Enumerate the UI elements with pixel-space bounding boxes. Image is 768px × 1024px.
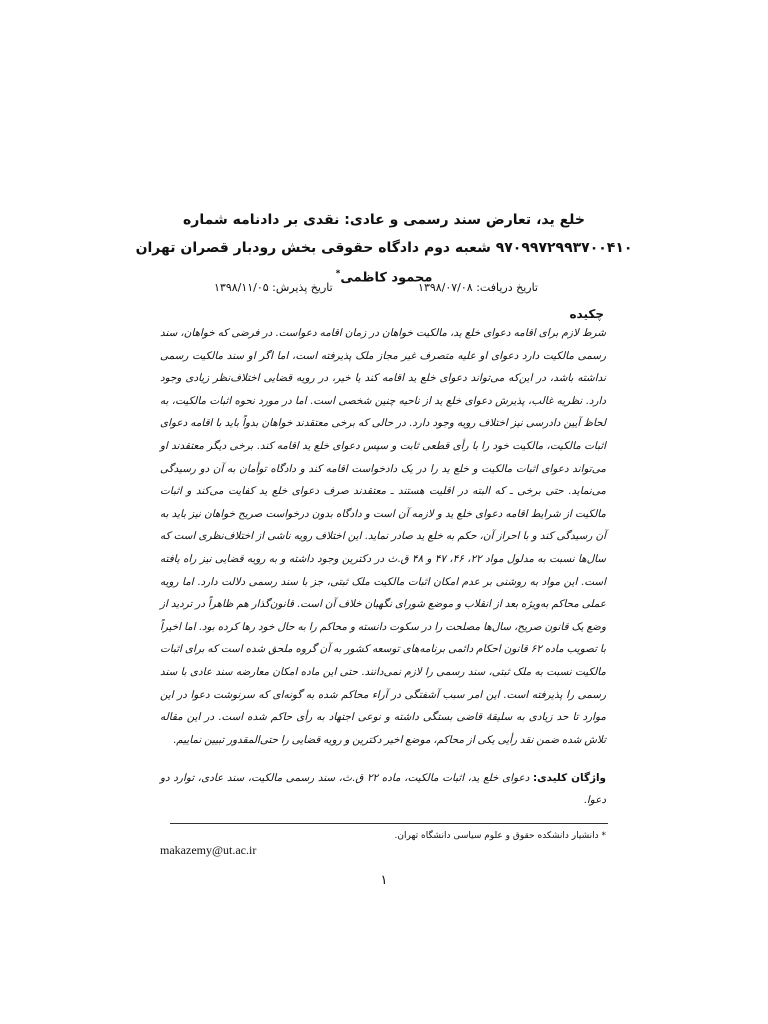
date-accepted: تاریخ پذیرش: ۱۳۹۸/۱۱/۰۵ bbox=[214, 281, 333, 294]
abstract-heading: چکیده bbox=[569, 307, 604, 321]
author-footnote-marker: * bbox=[335, 269, 341, 279]
author-footnote: * دانشیار دانشکده حقوق و علوم سیاسی دانشگاه تهران. bbox=[394, 831, 606, 841]
title-line-2: ۹۷۰۹۹۷۲۹۹۳۷۰۰۴۱۰ شعبه دوم دادگاه حقوقی بخش رودبار قصران تهران bbox=[135, 240, 633, 256]
article-dates bbox=[214, 280, 538, 296]
abstract-text: شرط لازم برای اقامه دعوای خلع ید، مالکیت خواهان در زمان اقامه دعواست. در فرضی که خواهان، سند رسمی مالکیت دارد دعوای او علیه متصرف غیر مجاز ملک پذیرفته است، اما اگر او سند مالکیت رسمی نداشته باشد، در این‌که می‌تواند دعوای خلع ید اقامه کند یا خیر، در رویه قضایی اختلاف‌نظر زیادی وجود دارد. نظریه غالب، پذیرش دعوای خلع ید از ناحیه چنین شخصی است. اما در مورد نحوه اثبات مالکیت، به لحاظ آیین دادرسی نیز اختلاف رویه وجود دارد. در حالی که برخی معتقدند خواهان بدواً باید با اقامه دعوای اثبات مالکیت، مالکیت خود را با رأی قطعی ثابت و سپس دعوای خلع ید اقامه کند. برخی دیگر معتقدند او می‌تواند دعوای اثبات مالکیت و خلع ید را در یک دادخواست اقامه کند و دادگاه توأمان به آن دو رسیدگی می‌نماید. حتی برخی ـ که البته در اقلیت هستند ـ معتقدند صرف دعوای خلع ید کفایت می‌کند و اثبات مالکیت از شرایط اقامه دعوای خلع ید و لازمه آن است و دادگاه بدون درخواست صریح خواهان نیز باید به آن رسیدگی کند و با احراز آن، حکم به خلع ید صادر نماید. این اختلاف رویه ناشی از اختلاف‌نظری است که سال‌ها نسبت به مدلول مواد ۲۲، ۴۶، ۴۷ و ۴۸ ق.ث در دکترین وجود داشته و به رویه قضایی نیز راه یافته است. این مواد به روشنی بر عدم امکان اثبات مالکیت ملک ثبتی، جز با سند رسمی دلالت دارد. اما رویه عملی محاکم به‌ویژه بعد از انقلاب و موضع شورای نگهبان خلاف آن است. قانون‌گذار هم ظاهراً در تردید از وضع یک قانون صریح، سال‌ها مصلحت را در سکوت دانسته و محاکم را به حال خود رها کرده بود. اما اخیراً با تصویب ماده ۶۲ قانون احکام دائمی برنامه‌های توسعه کشور به آن گروه ملحق شده است که برای اثبات مالکیت نسبت به ملک ثبتی، سند رسمی را لازم نمی‌دانند. حتی این ماده امکان معارضه سند عادی با سند رسمی را پذیرفته است. این امر سبب آشفتگی در آراء محاکم شده به گونه‌ای که سرنوشت دعوا در این موارد تا حد زیادی به سلیقهٔ قاضی بستگی داشته و نوعی اجتهاد به رأی حاکم شده است. در این مقاله تلاش شده ضمن نقد رأیی یکی از محاکم، موضع اخیر دکترین و رویه قضایی را حتی‌المقدور تبیین نماییم. bbox=[160, 327, 607, 746]
abstract-body bbox=[160, 322, 606, 751]
page-number: ۱ bbox=[380, 873, 388, 888]
title-line-1: خلع ید، تعارض سند رسمی و عادی: نقدی بر دادنامه شماره bbox=[183, 212, 585, 228]
title-block bbox=[120, 206, 648, 290]
footnote-divider bbox=[170, 823, 608, 824]
keywords-text: دعوای خلع ید، اثبات مالکیت، ماده ۲۲ ق.ث، سند رسمی مالکیت، سند عادی، توارد دو دعوا. bbox=[160, 772, 606, 806]
date-received: تاریخ دریافت: ۱۳۹۸/۰۷/۰۸ bbox=[418, 281, 538, 294]
author-text: محمود کاظمی bbox=[340, 270, 433, 286]
author-email: makazemy@ut.ac.ir bbox=[160, 843, 257, 857]
keywords-label: واژگان کلیدی: bbox=[533, 772, 606, 784]
keywords-block bbox=[160, 767, 606, 811]
